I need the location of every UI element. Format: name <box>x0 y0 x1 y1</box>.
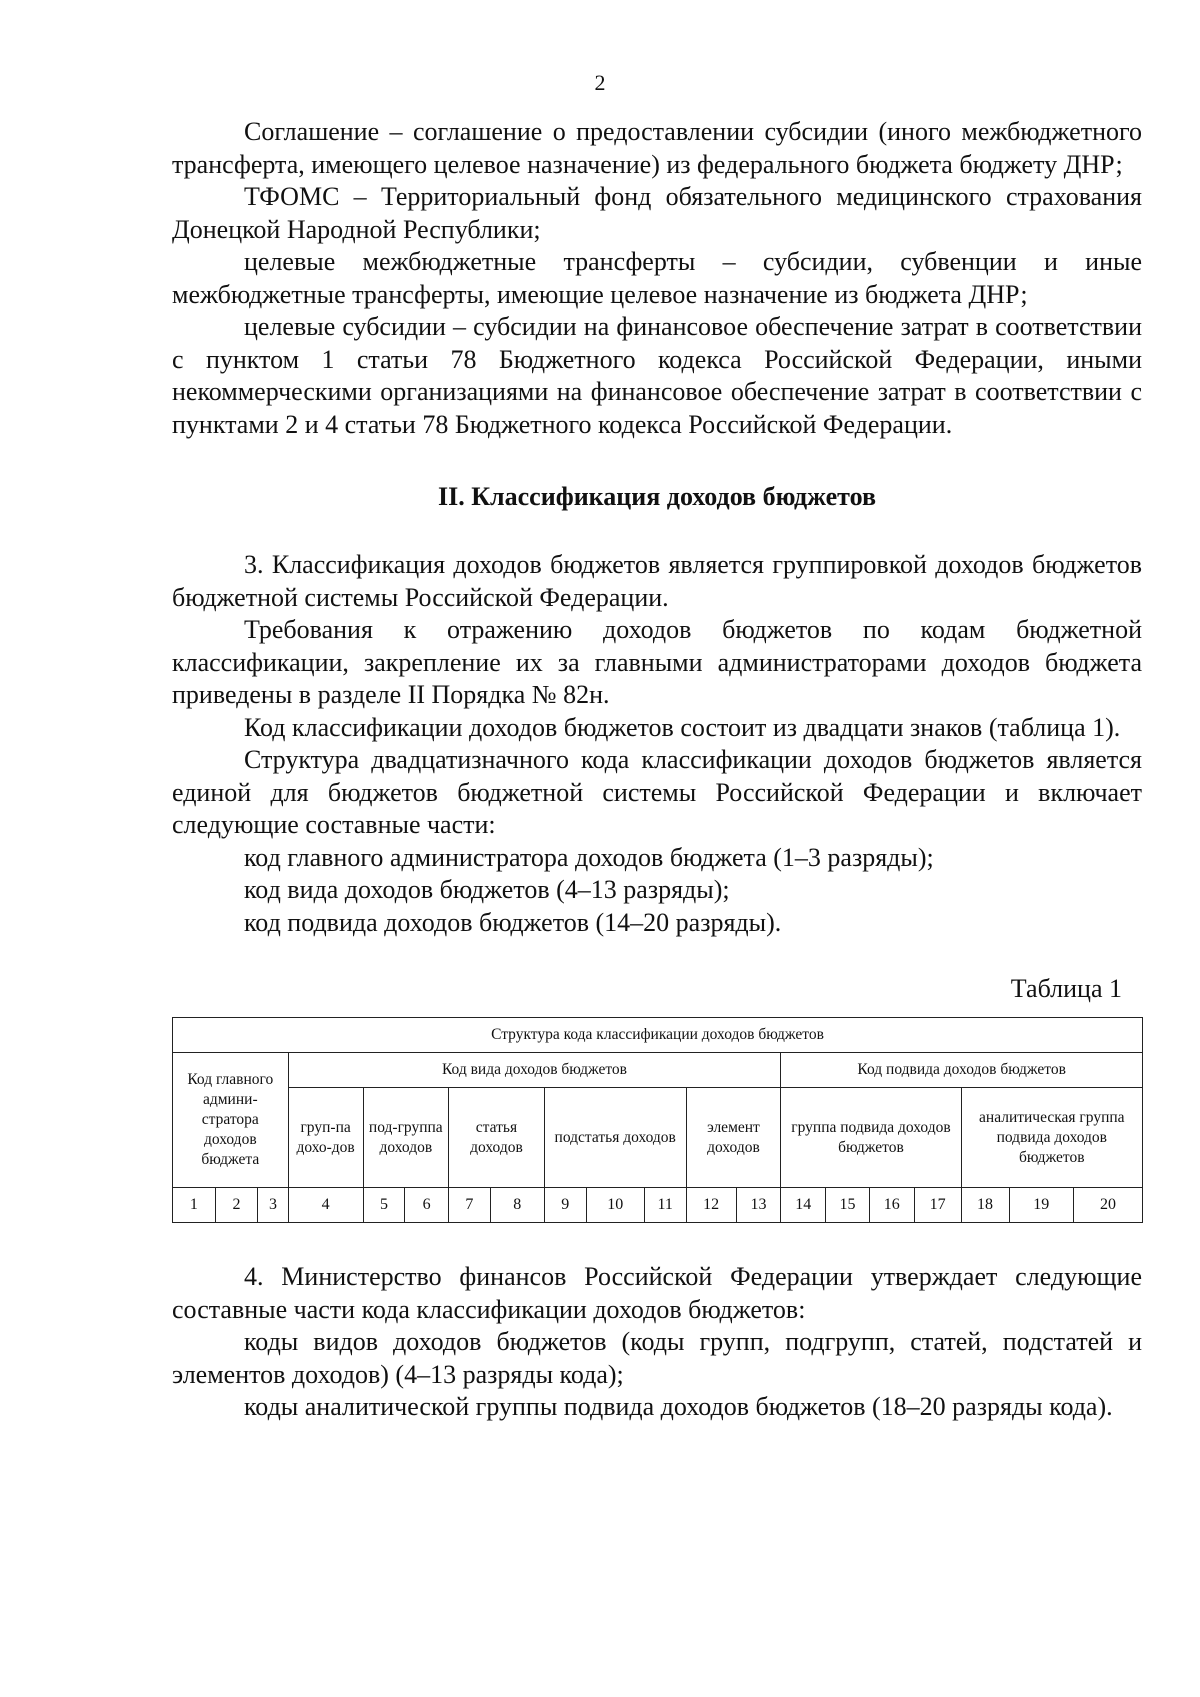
header-subtype-code: Код подвида доходов бюджетов <box>781 1053 1143 1088</box>
paragraph-analytic-codes: коды аналитической группы подвида доходов бюджетов (18–20 разряды кода). <box>244 1392 1113 1421</box>
paragraph-transfers-definition: целевые межбюджетные трансферты – субсидии, субвенции и иные межбюджетные трансферты, имеющие целевое назначение из бюджета ДНР; <box>172 247 1142 309</box>
digit-cell: 17 <box>914 1188 961 1223</box>
header-subarticle: подстатья доходов <box>544 1088 686 1188</box>
list-item-type-code: код вида доходов бюджетов (4–13 разряды); <box>244 875 730 904</box>
digit-cell: 1 <box>173 1188 216 1223</box>
header-type-code: Код вида доходов бюджетов <box>288 1053 781 1088</box>
paragraph-agreement-definition: Соглашение – соглашение о предоставлении субсидии (иного межбюджетного трансферта, имеющего целевое назначение) из федерального бюджета бюджету ДНР; <box>172 117 1142 179</box>
digit-cell: 19 <box>1009 1188 1074 1223</box>
digit-cell: 4 <box>288 1188 363 1223</box>
paragraph-requirements: Требования к отражению доходов бюджетов по кодам бюджетной классификации, закрепление их за главными администраторами доходов бюджета приведены в разделе II Порядка № 82н. <box>172 615 1142 709</box>
digit-cell: 11 <box>644 1188 686 1223</box>
digit-cell: 18 <box>961 1188 1009 1223</box>
table-caption: Таблица 1 <box>1010 974 1122 1003</box>
page-number: 2 <box>594 70 606 95</box>
digit-cell: 5 <box>363 1188 405 1223</box>
code-structure-table <box>172 1017 1143 1223</box>
digit-cell: 10 <box>586 1188 644 1223</box>
paragraph-4: 4. Министерство финансов Российской Федерации утверждает следующие составные части кода классификации доходов бюджетов: <box>172 1262 1142 1324</box>
digit-cell: 12 <box>686 1188 736 1223</box>
header-element: элемент доходов <box>686 1088 781 1188</box>
digit-cell: 16 <box>869 1188 914 1223</box>
digit-cell: 8 <box>490 1188 544 1223</box>
digit-cell: 20 <box>1074 1188 1143 1223</box>
header-analytic-group: аналитическая группа подвида доходов бюджетов <box>961 1088 1142 1188</box>
list-item-admin-code: код главного администратора доходов бюджета (1–3 разряды); <box>244 842 934 872</box>
digit-cell: 14 <box>781 1188 826 1223</box>
header-admin-code: Код главного админи-стратора доходов бюджета <box>173 1053 289 1188</box>
paragraph-structure: Структура двадцатизначного кода классификации доходов бюджетов является единой для бюджетов бюджетной системы Российской Федерации и включает следующие составные части: <box>172 745 1142 839</box>
paragraph-tfoms-definition: ТФОМС – Территориальный фонд обязательного медицинского страхования Донецкой Народной Республики; <box>172 182 1142 244</box>
paragraph-3: 3. Классификация доходов бюджетов является группировкой доходов бюджетов бюджетной системы Российской Федерации. <box>172 550 1142 612</box>
list-item-subtype-code: код подвида доходов бюджетов (14–20 разряды). <box>244 907 782 937</box>
header-article: статья доходов <box>449 1088 545 1188</box>
digit-cell: 6 <box>405 1188 449 1223</box>
header-group: груп-па дохо-дов <box>288 1088 363 1188</box>
digit-cell: 7 <box>449 1188 491 1223</box>
document-body <box>172 116 1142 1424</box>
header-subtype-group: группа подвида доходов бюджетов <box>781 1088 961 1188</box>
digit-cell: 15 <box>826 1188 870 1223</box>
paragraph-code-length: Код классификации доходов бюджетов состоит из двадцати знаков (таблица 1). <box>244 712 1121 742</box>
paragraph-subsidies-definition: целевые субсидии – субсидии на финансовое обеспечение затрат в соответствии с пунктом 1 статьи 78 Бюджетного кодекса Российской Федерации, иными некоммерческими организациями на финансовое обеспечение затрат в соответствии с пунктами 2 и 4 статьи 78 Бюджетного кодекса Российской Федерации. <box>172 312 1142 439</box>
digit-cell: 2 <box>215 1188 258 1223</box>
table-title: Структура кода классификации доходов бюджетов <box>173 1018 1143 1053</box>
digit-cell: 9 <box>544 1188 586 1223</box>
post-table-section <box>172 1261 1142 1424</box>
paragraph-type-codes: коды видов доходов бюджетов (коды групп, подгрупп, статей, подстатей и элементов доходов) (4–13 разряды кода); <box>172 1327 1142 1389</box>
digit-cell: 3 <box>258 1188 288 1223</box>
section-title: II. Классификация доходов бюджетов <box>437 482 877 511</box>
header-subgroup: под-группа доходов <box>363 1088 448 1188</box>
digit-cell: 13 <box>736 1188 781 1223</box>
